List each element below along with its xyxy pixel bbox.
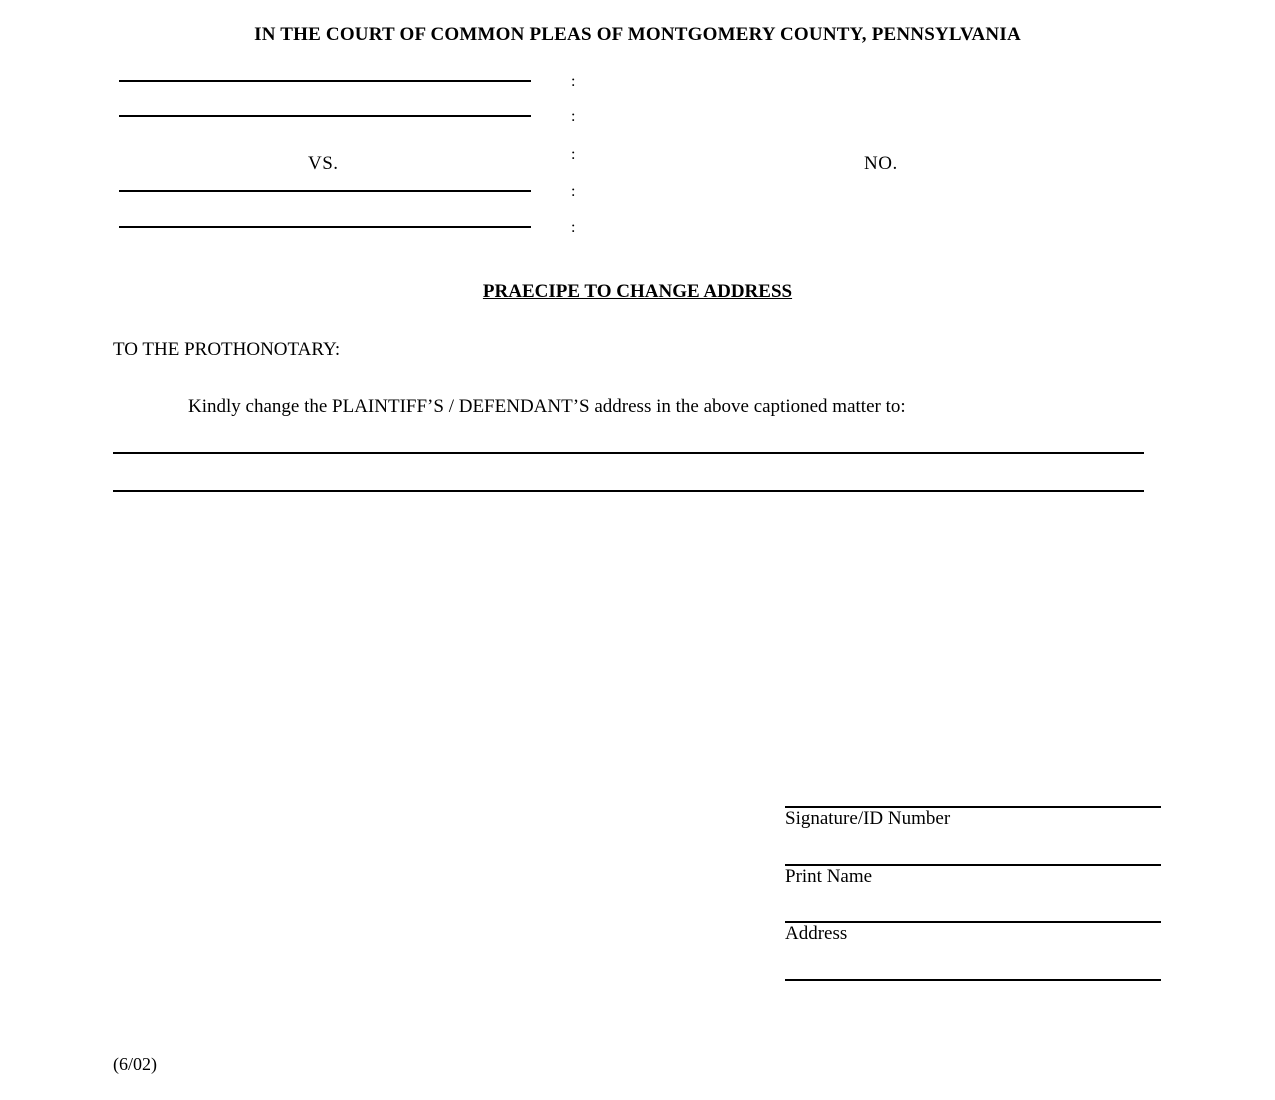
caption-colon: : [571, 219, 576, 236]
caption-colon: : [571, 183, 576, 200]
new-address-line-1[interactable] [113, 452, 1144, 454]
caption-colon: : [571, 146, 576, 163]
addressee-text: TO THE PROTHONOTARY: [113, 339, 341, 360]
defendant-line-1[interactable] [119, 190, 531, 192]
caption-colon: : [571, 73, 576, 90]
court-title: IN THE COURT OF COMMON PLEAS OF MONTGOMERY COUNTY, PENNSYLVANIA [254, 24, 1021, 45]
form-title: PRAECIPE TO CHANGE ADDRESS [482, 281, 793, 302]
versus-label: VS. [308, 153, 339, 174]
case-number-label: NO. [864, 153, 898, 174]
form-revision-code: (6/02) [113, 1054, 157, 1074]
address-label: Address [785, 923, 848, 944]
new-address-line-2[interactable] [113, 490, 1144, 492]
address-continuation-line[interactable] [785, 979, 1161, 981]
caption-colon: : [571, 108, 576, 125]
defendant-line-2[interactable] [119, 226, 531, 228]
request-text: Kindly change the PLAINTIFF’S / DEFENDANT’S address in the above captioned matter to: [188, 396, 906, 417]
plaintiff-line-1[interactable] [119, 80, 531, 82]
plaintiff-line-2[interactable] [119, 115, 531, 117]
signature-label: Signature/ID Number [785, 808, 951, 829]
print-name-label: Print Name [785, 866, 873, 887]
